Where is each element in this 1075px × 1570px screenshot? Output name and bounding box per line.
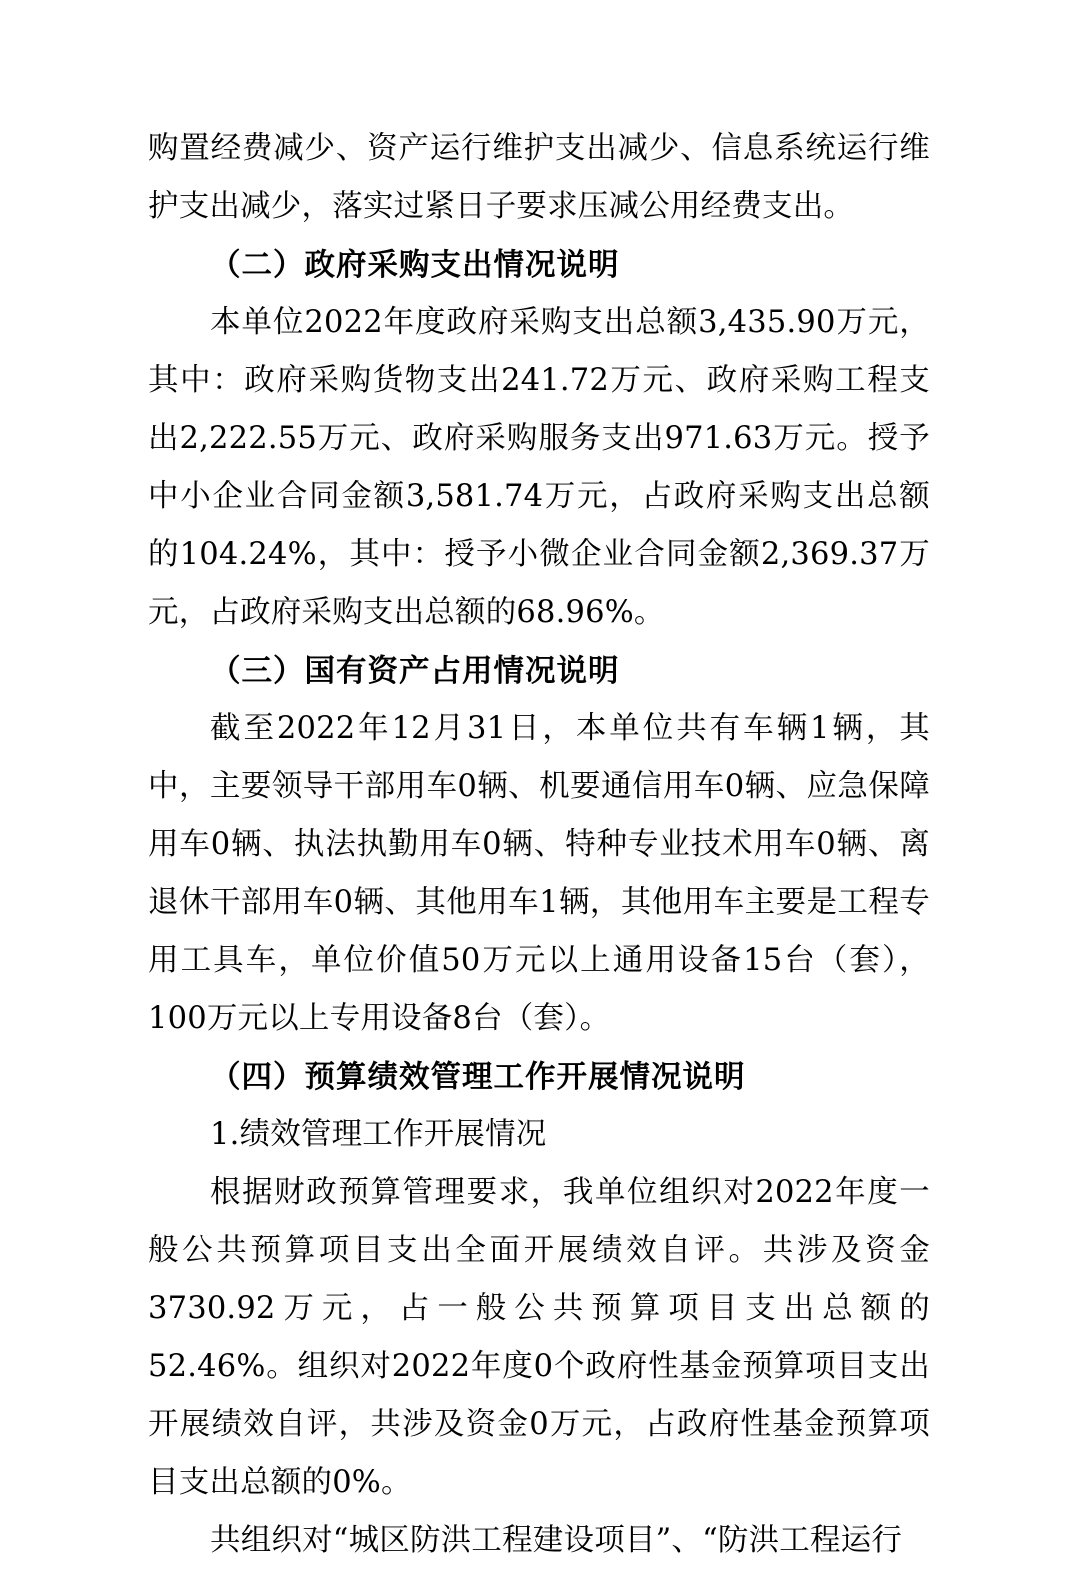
paragraph-state-assets: 截至2022年12月31日，本单位共有车辆1辆，其中，主要领导干部用车0辆、机要通信用车0辆、应急保障用车0辆、执法执勤用车0辆、特种专业技术用车0辆、离退休干部用车0辆、其他用车1辆，其他用车主要是工程专用工具车，单位价值50万元以上通用设备15台（套），100万元以上专用设备8台（套）。 <box>148 711 930 1036</box>
paragraph-procurement: 本单位2022年度政府采购支出总额3,435.90万元，其中：政府采购货物支出241.72万元、政府采购工程支出2,222.55万元、政府采购服务支出971.63万元。授予中小企业合同金额3,581.74万元，占政府采购支出总额的104.24%，其中：授予小微企业合同金额2,369.37万元，占政府采购支出总额的68.96%。 <box>148 305 930 630</box>
paragraph-performance-one: 根据财政预算管理要求，我单位组织对2022年度一般公共预算项目支出全面开展绩效自评。共涉及资金3730.92万元，占一般公共预算项目支出总额的52.46%。组织对2022年度0个政府性基金预算项目支出开展绩效自评，共涉及资金0万元，占政府性基金预算项目支出总额的0%。 <box>148 1175 930 1500</box>
document-body <box>148 120 930 1570</box>
section-heading-three: （三）国有资产占用情况说明 <box>210 653 620 689</box>
section-heading-two: （二）政府采购支出情况说明 <box>210 247 620 283</box>
paragraph-continued: 购置经费减少、资产运行维护支出减少、信息系统运行维护支出减少，落实过紧日子要求压减公用经费支出。 <box>148 131 930 224</box>
section-heading-four: （四）预算绩效管理工作开展情况说明 <box>210 1059 746 1095</box>
subheading-performance: 1.绩效管理工作开展情况 <box>210 1117 547 1152</box>
paragraph-performance-two: 共组织对“城区防洪工程建设项目”、“防洪工程运行 <box>210 1523 903 1558</box>
